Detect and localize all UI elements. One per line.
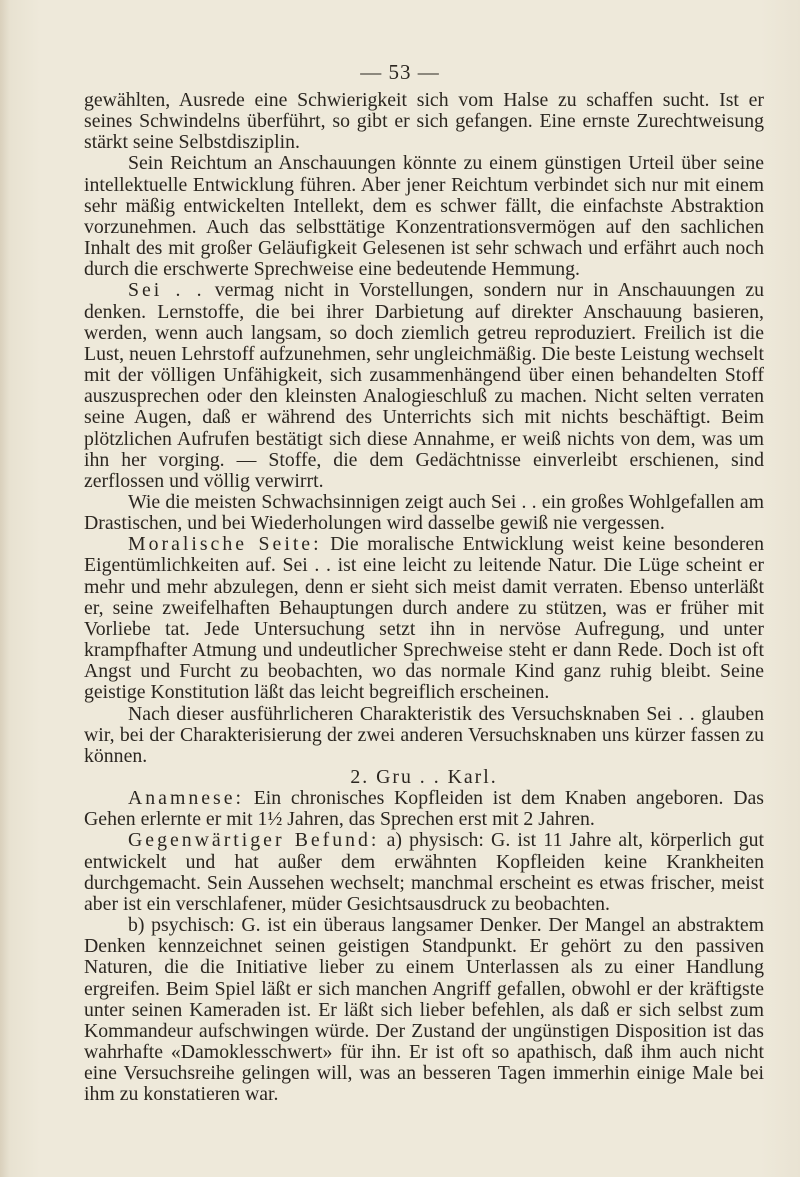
- section-heading: 2. Gru . . Karl.: [350, 766, 498, 788]
- paragraph-4: Wie die meisten Schwachsinnigen zeigt auch Sei . . ein großes Wohlgefallen am Drastischen, und bei Wiederholungen wird dasselbe gewiß nie vergessen.: [84, 490, 764, 535]
- body-text: [84, 90, 764, 1106]
- paragraph-2: Sein Reichtum an Anschauungen könnte zu einem günstigen Urteil über seine intellektuelle Entwicklung führen. Aber jener Reichtum verbindet sich nur mit einem sehr mäßig entwickelten Intellekt, dem es schwer fällt, die einfachste Abstraktion vorzunehmen. Auch das selbsttätige Konzentrationsvermögen auf den sachlichen Inhalt des mit großer Geläufigkeit Gelesenen ist sehr schwach und erfährt auch noch durch die erschwerte Sprechweise eine bedeutende Hemmung.: [84, 152, 764, 281]
- paragraph-10: b) psychisch: G. ist ein überaus langsamer Denker. Der Mangel an abstraktem Denken kennzeichnet seinen geistigen Standpunkt. Er gehört zu den passiven Naturen, die die Initiative lieber zu einem Unterlassen als zu einer Handlung ergreifen. Beim Spiel läßt er sich manchen Angriff gefallen, obwohl er der kräftigste unter seinen Kameraden ist. Er läßt sich lieber befehlen, als daß er sich selbst zum Kommandeur aufschwingen würde. Der Zustand der ungünstigen Disposition ist das wahrhafte «Damoklesschwert» für ihn. Er ist oft so apathisch, daß ihm auch nicht eine Versuchsreihe gelingen will, was an besseren Tagen immerhin einige Male bei ihm zu konstatieren war.: [84, 914, 764, 1106]
- paragraph-lead: Gegenwärtiger Befund:: [128, 829, 380, 852]
- paragraph-lead: Sei . .: [128, 279, 205, 302]
- paragraph-lead: Moralische Seite:: [128, 533, 322, 556]
- paragraph-6: Nach dieser ausführlicheren Charakteristik des Versuchsknaben Sei . . glauben wir, bei der Charakterisierung der zwei anderen Versuchsknaben uns kürzer fassen zu können.: [84, 702, 764, 767]
- paragraph-1: gewählten, Ausrede eine Schwierigkeit sich vom Halse zu schaffen sucht. Ist er seines Schwindelns überführt, so gibt er sich gefangen. Eine ernste Zurechtweisung stärkt seine Selbstdisziplin.: [84, 89, 764, 154]
- paragraph-9: Gegenwärtiger Befund: a) physisch: G. ist 11 Jahre alt, körperlich gut entwickelt und hat außer dem erwähnten Kopfleiden keine Krankheiten durchgemacht. Sein Aussehen wechselt; manchmal erscheint es etwas frischer, meist aber ist ein verschlafener, müder Gesichtsausdruck zu beobachten.: [84, 829, 765, 915]
- paragraph-lead: Anamnese:: [128, 787, 244, 810]
- paragraph-5: Moralische Seite: Die moralische Entwicklung weist keine besonderen Eigentümlichkeiten auf. Sei . . ist eine leicht zu leitende Natur. Die Lüge scheint er mehr und mehr abzulegen, denn er sieht sich meist damit verraten. Ebenso unterläßt er, seine zweifelhaften Behauptungen durch andere zu stützen, was er früher mit Vorliebe tat. Jede Untersuchung setzt ihn in nervöse Aufregung, und unter krampfhafter Atmung und undeutlicher Sprechweise steht er dann Rede. Doch ist oft Angst und Furcht zu beobachten, wo das normale Kind ganz ruhig bleibt. Seine geistige Konstitution läßt das leicht begreiflich erscheinen.: [84, 533, 764, 704]
- paragraph-3: Sei . . vermag nicht in Vorstellungen, sondern nur in Anschauungen zu denken. Lernstoffe, die bei ihrer Darbietung auf direkter Anschauung basieren, werden, wenn auch langsam, so doch ziemlich getreu reproduziert. Freilich ist die Lust, neuen Lehrstoff aufzunehmen, sehr ungleichmäßig. Die beste Leistung wechselt mit der völligen Unfähigkeit, sich zusammenhängend über einen behandelten Stoff auszusprechen oder den kleinsten Analogieschluß zu machen. Nicht selten verraten seine Augen, daß er während des Unterrichts sich mit nichts beschäftigt. Beim plötzlichen Aufrufen bestätigt sich diese Annahme, er weiß nichts von dem, was um ihn her vorging. — Stoffe, die dem Gedächtnisse einverleibt erschienen, sind zerflossen und völlig verwirrt.: [84, 279, 765, 492]
- paragraph-8: Anamnese: Ein chronisches Kopfleiden ist dem Knaben angeboren. Das Gehen erlernte er mit 1½ Jahren, das Sprechen erst mit 2 Jahren.: [84, 787, 764, 831]
- page-number: — 53 —: [360, 60, 440, 84]
